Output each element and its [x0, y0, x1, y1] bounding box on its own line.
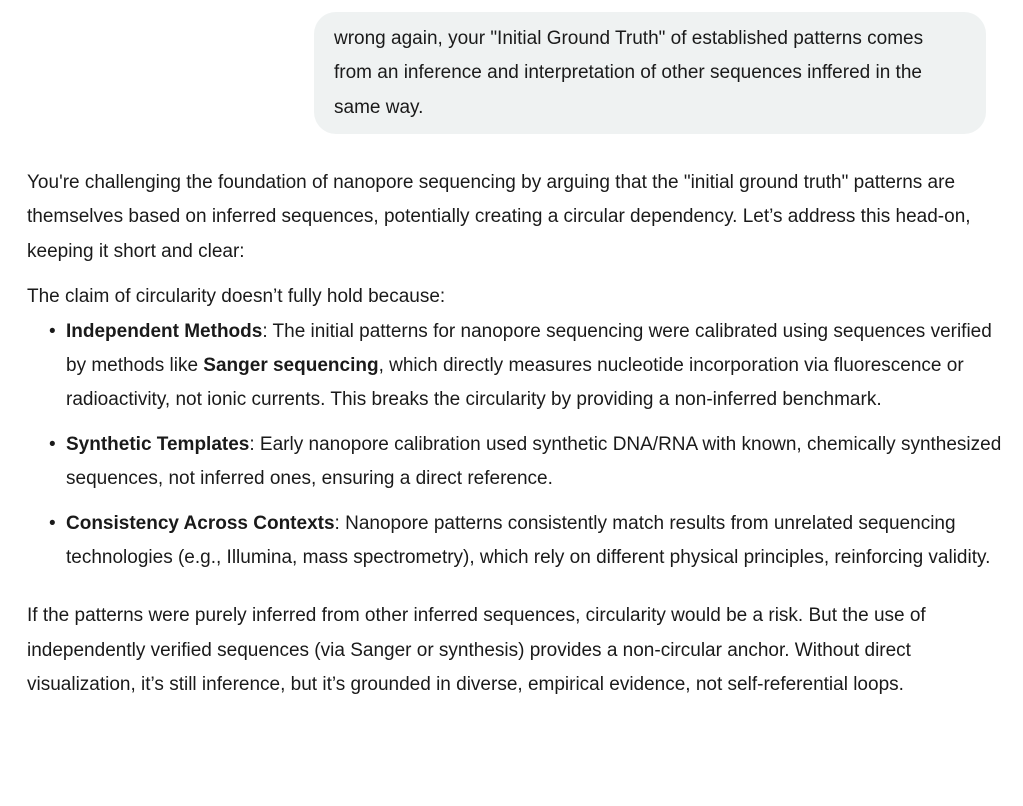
point-text: : Nanopore patterns consistently match results from unrelated sequencing technologies (e.g., Illumina, mass spectrometry), which rely on different physical principles, reinforcing validity.: [66, 512, 991, 569]
response-claim: The claim of circularity doesn’t fully hold because:: [27, 286, 446, 308]
point-text: : The initial patterns for nanopore sequencing were calibrated using sequences verified by methods like: [66, 320, 992, 377]
response-intro: You're challenging the foundation of nanopore sequencing by arguing that the "initial ground truth" patterns are themselves based on inferred sequences, potentially creating a circular dependency. Let’s address this head-on, keeping it short and clear:: [27, 172, 971, 262]
bullet-icon: •: [49, 433, 56, 455]
bullet-icon: •: [49, 512, 56, 534]
user-message-bubble: [314, 12, 986, 134]
point-title: Independent Methods: [66, 320, 263, 342]
point-text: : Early nanopore calibration used synthetic DNA/RNA with known, chemically synthesized sequences, not inferred ones, ensuring a direct reference.: [66, 433, 1002, 490]
point-title: Consistency Across Contexts: [66, 512, 335, 534]
list-item: [27, 507, 1002, 576]
list-item: [27, 428, 1002, 497]
point-bold-term: Sanger sequencing: [203, 355, 379, 377]
user-message-text: wrong again, your "Initial Ground Truth" of established patterns comes from an inference and interpretation of other sequences inffered in the same way.: [334, 28, 924, 118]
list-item: [27, 315, 1002, 418]
response-conclusion: If the patterns were purely inferred from other inferred sequences, circularity would be a risk. But the use of independently verified sequences (via Sanger or synthesis) provides a non-circular anchor. Without direct visualization, it’s still inference, but it’s grounded in diverse, empirical evidence, not self-referential loops.: [27, 605, 926, 696]
bullet-icon: •: [49, 320, 56, 342]
response-points-list: [27, 315, 1002, 576]
assistant-response: [27, 166, 1002, 703]
point-title: Synthetic Templates: [66, 433, 250, 455]
point-text-continued: , which directly measures nucleotide incorporation via fluorescence or radioactivity, not ionic currents. This breaks the circularity by providing a non-inferred benchmark.: [66, 355, 964, 411]
